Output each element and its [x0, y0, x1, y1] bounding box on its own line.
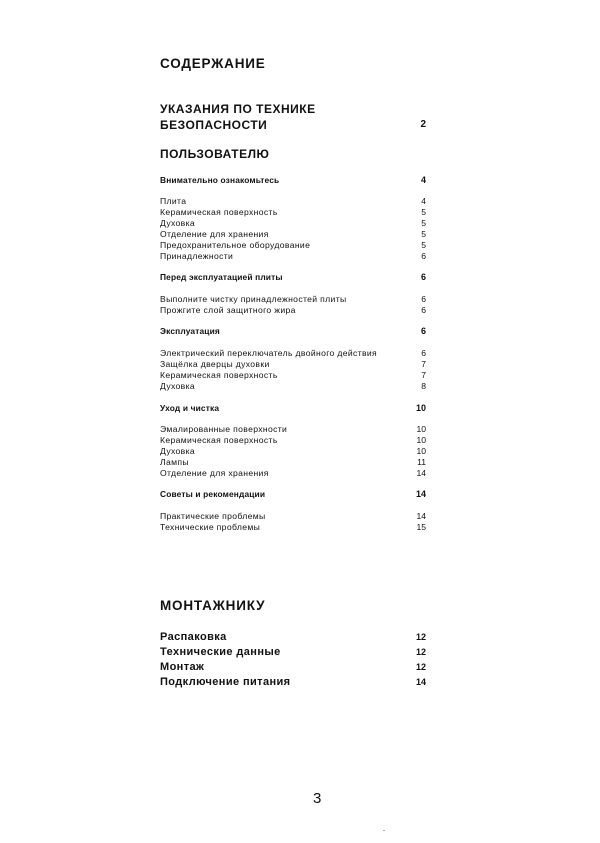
- toc-entry: [160, 446, 426, 457]
- safety-heading-line1: УКАЗАНИЯ ПО ТЕХНИКЕ: [160, 102, 316, 116]
- toc-entry-page: 4: [421, 196, 426, 206]
- toc-entry-label: Выполните чистку принадлежностей плиты: [160, 294, 347, 304]
- safety-heading-line2: БЕЗОПАСНОСТИ: [160, 118, 268, 132]
- toc-entry-page: 14: [416, 511, 426, 521]
- toc-entry-label: Отделение для хранения: [160, 468, 269, 478]
- installer-heading: МОНТАЖНИКУ: [160, 598, 266, 613]
- toc-entry: [160, 348, 426, 359]
- toc-entry: [160, 294, 426, 305]
- installer-entry-page: 12: [415, 647, 426, 657]
- scan-speck: [383, 830, 385, 831]
- toc-entry-page: 7: [421, 359, 426, 369]
- toc-section: [160, 403, 426, 414]
- installer-entry-page: 12: [415, 632, 426, 642]
- toc-entry-page: 5: [421, 207, 426, 217]
- toc-section: [160, 326, 426, 337]
- toc-entry: [160, 196, 426, 207]
- toc-entry-page: 7: [421, 370, 426, 380]
- installer-entry-label: Распаковка: [160, 631, 227, 643]
- toc-entry: [160, 468, 426, 479]
- toc-entry-page: 14: [416, 468, 426, 478]
- installer-entry-label: Технические данные: [160, 646, 281, 658]
- toc-section-title: Советы и рекомендации: [160, 489, 266, 499]
- installer-entry-label: Подключение питания: [160, 676, 291, 688]
- toc-entry: [160, 370, 426, 381]
- safety-page-number: 2: [420, 119, 426, 130]
- installer-entry-page: 14: [415, 677, 426, 687]
- toc-entry-page: 10: [416, 435, 426, 445]
- toc-entry: [160, 240, 426, 251]
- toc-entry-page: 6: [421, 251, 426, 261]
- toc-section: [160, 489, 426, 500]
- toc-section-title: Перед эксплуатацией плиты: [160, 272, 283, 282]
- installer-entry: [160, 676, 426, 688]
- toc-entry-label: Духовка: [160, 446, 196, 456]
- safety-heading: [160, 101, 428, 133]
- page-title: СОДЕРЖАНИЕ: [160, 56, 266, 71]
- toc-entry-label: Предохранительное оборудование: [160, 240, 311, 250]
- toc-entry-page: 10: [416, 424, 426, 434]
- toc-entry-page: 6: [421, 294, 426, 304]
- toc-entry-page: 5: [421, 240, 426, 250]
- toc-entry: [160, 207, 426, 218]
- toc-section: [160, 272, 426, 283]
- user-heading: ПОЛЬЗОВАТЕЛЮ: [160, 147, 270, 161]
- toc-entry-label: Электрический переключатель двойного действия: [160, 348, 378, 358]
- toc-entry: [160, 359, 426, 370]
- toc-entry-label: Лампы: [160, 457, 189, 467]
- toc-entry-label: Духовка: [160, 218, 196, 228]
- toc-entry-label: Плита: [160, 196, 187, 206]
- installer-entry-page: 12: [415, 662, 426, 672]
- toc-entry-label: Керамическая поверхность: [160, 207, 278, 217]
- toc-entry-page: 15: [416, 522, 426, 532]
- toc-entry: [160, 424, 426, 435]
- installer-entry: [160, 631, 426, 643]
- installer-entry-label: Монтаж: [160, 661, 205, 673]
- toc-entry-page: 11: [417, 457, 426, 467]
- toc-entry: [160, 251, 426, 262]
- toc-entry-label: Эмалированные поверхности: [160, 424, 288, 434]
- toc-section-title: Уход и чистка: [160, 403, 220, 413]
- toc-entry-label: Технические проблемы: [160, 522, 261, 532]
- toc-entry: [160, 435, 426, 446]
- toc-section-title: Эксплуатация: [160, 326, 220, 336]
- toc-entry-label: Керамическая поверхность: [160, 370, 278, 380]
- toc-entry: [160, 305, 426, 316]
- toc-entry-label: Защёлка дверцы духовки: [160, 359, 270, 369]
- toc-section-page: 6: [420, 326, 426, 336]
- installer-entry: [160, 646, 426, 658]
- toc-entry-page: 8: [421, 381, 426, 391]
- toc-entry-label: Духовка: [160, 381, 196, 391]
- toc-entry: [160, 229, 426, 240]
- toc-section-page: 6: [420, 272, 426, 282]
- toc-entry-label: Отделение для хранения: [160, 229, 269, 239]
- toc-entry: [160, 218, 426, 229]
- toc-section-page: 4: [420, 175, 426, 185]
- toc-entry-page: 5: [421, 229, 426, 239]
- installer-entry: [160, 661, 426, 673]
- page-number: 3: [313, 790, 322, 807]
- toc-entry: [160, 457, 426, 468]
- toc-section-page: 10: [415, 403, 426, 413]
- toc-section-page: 14: [415, 489, 426, 499]
- toc-entry-page: 10: [416, 446, 426, 456]
- toc-entry: [160, 511, 426, 522]
- toc-entry: [160, 381, 426, 392]
- toc-entry: [160, 522, 426, 533]
- toc-entry-page: 5: [421, 218, 426, 228]
- toc-section: [160, 175, 426, 186]
- toc-entry-label: Прожгите слой защитного жира: [160, 305, 296, 315]
- toc-entry-label: Принадлежности: [160, 251, 234, 261]
- toc-entry-label: Керамическая поверхность: [160, 435, 278, 445]
- toc-entry-label: Практические проблемы: [160, 511, 266, 521]
- toc-entry-page: 6: [421, 305, 426, 315]
- toc-entry-page: 6: [421, 348, 426, 358]
- toc-section-title: Внимательно ознакомьтесь: [160, 175, 280, 185]
